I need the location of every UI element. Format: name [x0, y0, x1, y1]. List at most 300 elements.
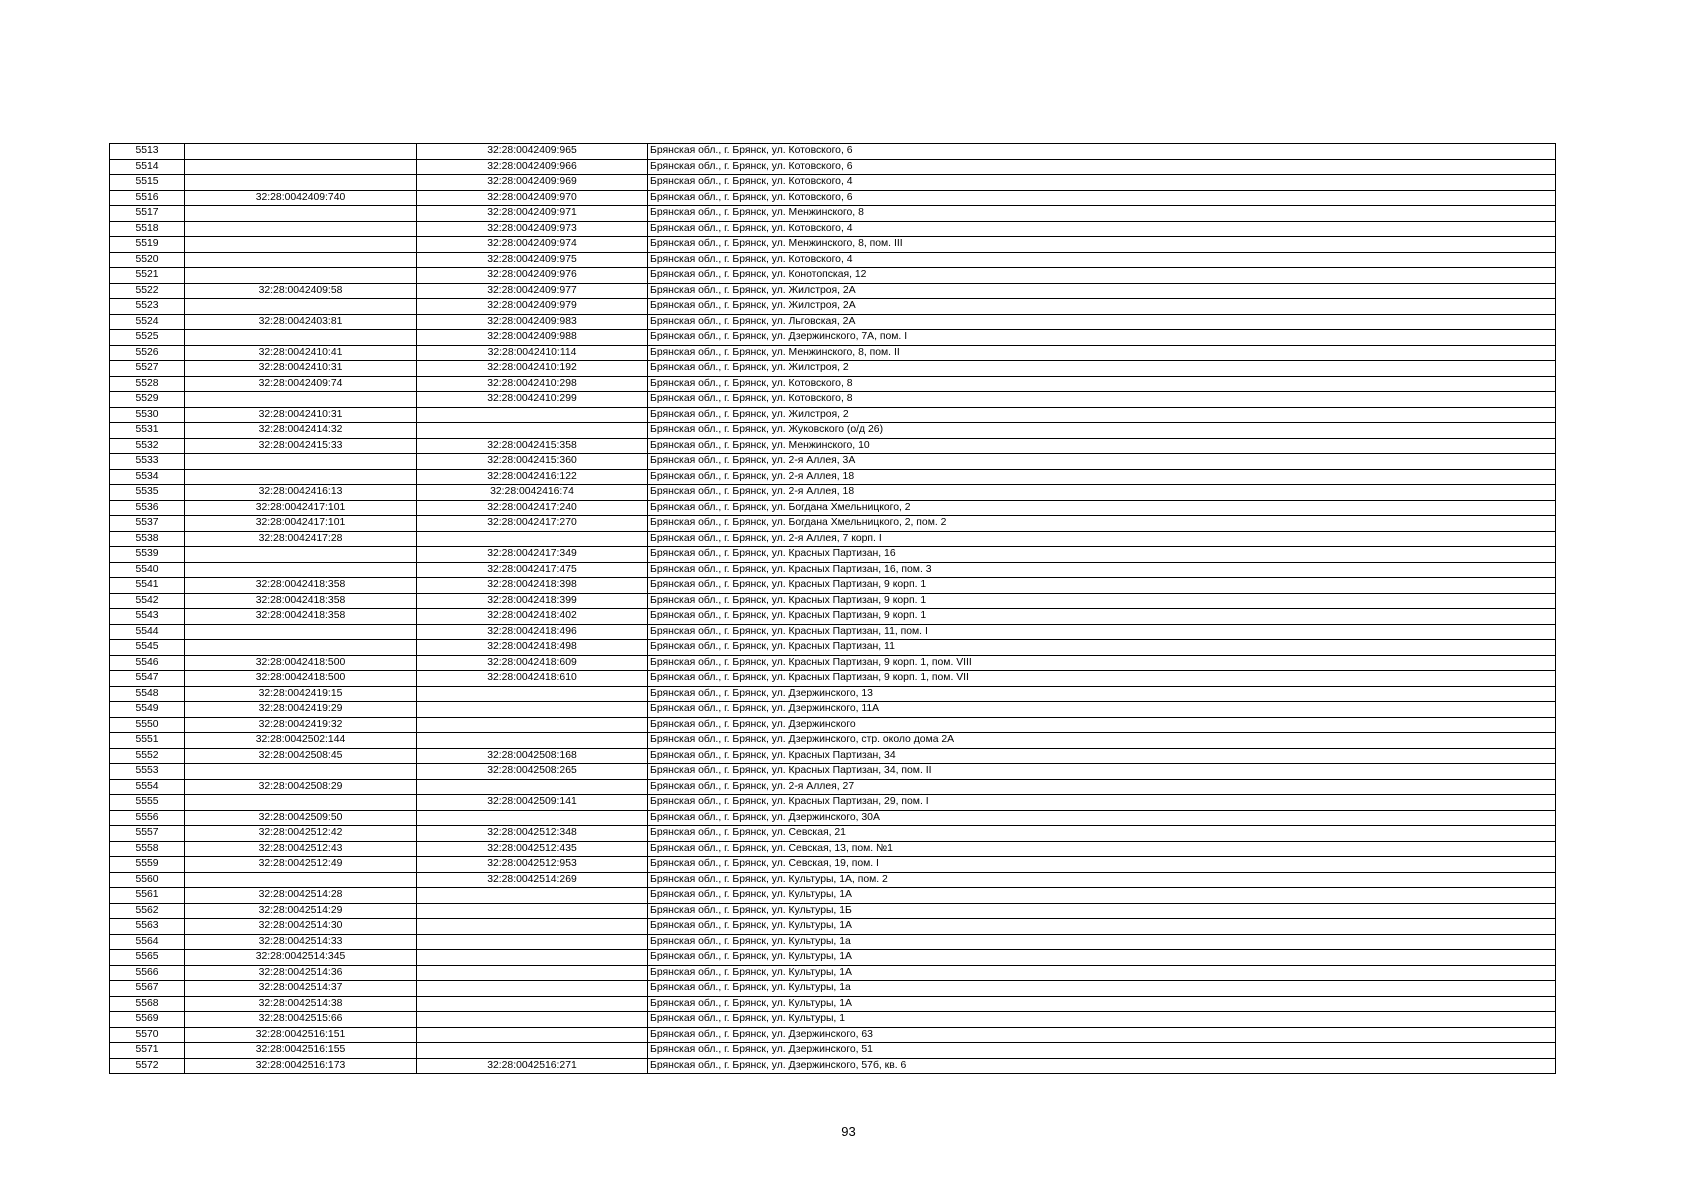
object-cadastral-number-cell: 32:28:0042417:240 [417, 500, 648, 516]
parcel-cadastral-number-cell [185, 764, 417, 780]
row-number-cell: 5566 [110, 965, 185, 981]
parcel-cadastral-number-cell: 32:28:0042508:29 [185, 779, 417, 795]
table-row [110, 1012, 1556, 1028]
table-row [110, 299, 1556, 315]
parcel-cadastral-number-cell [185, 469, 417, 485]
object-cadastral-number-cell: 32:28:0042410:114 [417, 345, 648, 361]
address-cell: Брянская обл., г. Брянск, ул. 2-я Аллея, 18 [648, 485, 1556, 501]
parcel-cadastral-number-cell [185, 640, 417, 656]
row-number-cell: 5544 [110, 624, 185, 640]
table-row [110, 609, 1556, 625]
parcel-cadastral-number-cell [185, 454, 417, 470]
row-number-cell: 5533 [110, 454, 185, 470]
row-number-cell: 5557 [110, 826, 185, 842]
object-cadastral-number-cell: 32:28:0042409:965 [417, 144, 648, 160]
object-cadastral-number-cell [417, 1012, 648, 1028]
parcel-cadastral-number-cell: 32:28:0042514:345 [185, 950, 417, 966]
table-row [110, 872, 1556, 888]
address-cell: Брянская обл., г. Брянск, ул. Котовского, 6 [648, 159, 1556, 175]
parcel-cadastral-number-cell: 32:28:0042514:33 [185, 934, 417, 950]
parcel-cadastral-number-cell: 32:28:0042509:50 [185, 810, 417, 826]
parcel-cadastral-number-cell [185, 392, 417, 408]
address-cell: Брянская обл., г. Брянск, ул. Дзержинского, 7А, пом. I [648, 330, 1556, 346]
table-row [110, 190, 1556, 206]
parcel-cadastral-number-cell [185, 175, 417, 191]
address-cell: Брянская обл., г. Брянск, ул. Красных Партизан, 9 корп. 1, пом. VIII [648, 655, 1556, 671]
object-cadastral-number-cell [417, 779, 648, 795]
parcel-cadastral-number-cell [185, 221, 417, 237]
address-cell: Брянская обл., г. Брянск, ул. Дзержинского, 63 [648, 1027, 1556, 1043]
table-row [110, 345, 1556, 361]
address-cell: Брянская обл., г. Брянск, ул. Котовского, 6 [648, 144, 1556, 160]
object-cadastral-number-cell: 32:28:0042410:298 [417, 376, 648, 392]
table-row [110, 547, 1556, 563]
address-cell: Брянская обл., г. Брянск, ул. Менжинского, 8 [648, 206, 1556, 222]
object-cadastral-number-cell: 32:28:0042418:398 [417, 578, 648, 594]
table-row [110, 578, 1556, 594]
parcel-cadastral-number-cell [185, 237, 417, 253]
address-cell: Брянская обл., г. Брянск, ул. Котовского, 8 [648, 392, 1556, 408]
table-row [110, 206, 1556, 222]
object-cadastral-number-cell: 32:28:0042409:974 [417, 237, 648, 253]
row-number-cell: 5531 [110, 423, 185, 439]
address-cell: Брянская обл., г. Брянск, ул. Менжинского, 8, пом. III [648, 237, 1556, 253]
table-row [110, 888, 1556, 904]
parcel-cadastral-number-cell [185, 795, 417, 811]
row-number-cell: 5522 [110, 283, 185, 299]
object-cadastral-number-cell: 32:28:0042418:610 [417, 671, 648, 687]
parcel-cadastral-number-cell: 32:28:0042415:33 [185, 438, 417, 454]
page-number: 93 [841, 1124, 856, 1139]
row-number-cell: 5567 [110, 981, 185, 997]
table-row [110, 779, 1556, 795]
address-cell: Брянская обл., г. Брянск, ул. Дзержинского, 51 [648, 1043, 1556, 1059]
object-cadastral-number-cell [417, 903, 648, 919]
parcel-cadastral-number-cell: 32:28:0042515:66 [185, 1012, 417, 1028]
parcel-cadastral-number-cell: 32:28:0042516:155 [185, 1043, 417, 1059]
row-number-cell: 5516 [110, 190, 185, 206]
row-number-cell: 5521 [110, 268, 185, 284]
address-cell: Брянская обл., г. Брянск, ул. Красных Партизан, 9 корп. 1 [648, 578, 1556, 594]
object-cadastral-number-cell: 32:28:0042512:953 [417, 857, 648, 873]
address-cell: Брянская обл., г. Брянск, ул. Красных Партизан, 34 [648, 748, 1556, 764]
parcel-cadastral-number-cell: 32:28:0042409:74 [185, 376, 417, 392]
table-row [110, 407, 1556, 423]
row-number-cell: 5547 [110, 671, 185, 687]
table-row [110, 438, 1556, 454]
object-cadastral-number-cell: 32:28:0042409:977 [417, 283, 648, 299]
row-number-cell: 5556 [110, 810, 185, 826]
table-row [110, 903, 1556, 919]
table-row [110, 454, 1556, 470]
address-cell: Брянская обл., г. Брянск, ул. Культуры, 1а [648, 934, 1556, 950]
parcel-cadastral-number-cell: 32:28:0042417:101 [185, 516, 417, 532]
row-number-cell: 5555 [110, 795, 185, 811]
object-cadastral-number-cell: 32:28:0042409:979 [417, 299, 648, 315]
table-row [110, 950, 1556, 966]
row-number-cell: 5561 [110, 888, 185, 904]
row-number-cell: 5562 [110, 903, 185, 919]
address-cell: Брянская обл., г. Брянск, ул. Богдана Хмельницкого, 2, пом. 2 [648, 516, 1556, 532]
table-row [110, 469, 1556, 485]
address-cell: Брянская обл., г. Брянск, ул. Культуры, 1А [648, 919, 1556, 935]
address-cell: Брянская обл., г. Брянск, ул. Дзержинского, стр. около дома 2А [648, 733, 1556, 749]
address-cell: Брянская обл., г. Брянск, ул. Богдана Хмельницкого, 2 [648, 500, 1556, 516]
address-cell: Брянская обл., г. Брянск, ул. Красных Партизан, 9 корп. 1 [648, 593, 1556, 609]
parcel-cadastral-number-cell: 32:28:0042418:500 [185, 655, 417, 671]
object-cadastral-number-cell: 32:28:0042418:496 [417, 624, 648, 640]
object-cadastral-number-cell: 32:28:0042418:399 [417, 593, 648, 609]
object-cadastral-number-cell [417, 810, 648, 826]
row-number-cell: 5551 [110, 733, 185, 749]
address-cell: Брянская обл., г. Брянск, ул. Культуры, 1 [648, 1012, 1556, 1028]
parcel-cadastral-number-cell: 32:28:0042409:740 [185, 190, 417, 206]
row-number-cell: 5541 [110, 578, 185, 594]
table-row [110, 841, 1556, 857]
object-cadastral-number-cell: 32:28:0042508:168 [417, 748, 648, 764]
object-cadastral-number-cell [417, 423, 648, 439]
parcel-cadastral-number-cell: 32:28:0042418:500 [185, 671, 417, 687]
address-cell: Брянская обл., г. Брянск, ул. Красных Партизан, 11, пом. I [648, 624, 1556, 640]
parcel-cadastral-number-cell [185, 252, 417, 268]
table-row [110, 392, 1556, 408]
object-cadastral-number-cell: 32:28:0042416:74 [417, 485, 648, 501]
address-cell: Брянская обл., г. Брянск, ул. Котовского, 4 [648, 252, 1556, 268]
parcel-cadastral-number-cell: 32:28:0042514:30 [185, 919, 417, 935]
row-number-cell: 5519 [110, 237, 185, 253]
parcel-cadastral-number-cell: 32:28:0042512:49 [185, 857, 417, 873]
object-cadastral-number-cell [417, 1043, 648, 1059]
row-number-cell: 5545 [110, 640, 185, 656]
address-cell: Брянская обл., г. Брянск, ул. Севская, 19, пом. I [648, 857, 1556, 873]
object-cadastral-number-cell: 32:28:0042410:299 [417, 392, 648, 408]
row-number-cell: 5572 [110, 1058, 185, 1074]
parcel-cadastral-number-cell: 32:28:0042416:13 [185, 485, 417, 501]
table-row [110, 237, 1556, 253]
table-row [110, 221, 1556, 237]
address-cell: Брянская обл., г. Брянск, ул. Красных Партизан, 29, пом. I [648, 795, 1556, 811]
address-cell: Брянская обл., г. Брянск, ул. Котовского, 6 [648, 190, 1556, 206]
table-row [110, 965, 1556, 981]
row-number-cell: 5554 [110, 779, 185, 795]
parcel-cadastral-number-cell: 32:28:0042417:28 [185, 531, 417, 547]
row-number-cell: 5535 [110, 485, 185, 501]
address-cell: Брянская обл., г. Брянск, ул. Дзержинского, 30А [648, 810, 1556, 826]
parcel-cadastral-number-cell: 32:28:0042514:29 [185, 903, 417, 919]
row-number-cell: 5565 [110, 950, 185, 966]
row-number-cell: 5543 [110, 609, 185, 625]
object-cadastral-number-cell: 32:28:0042508:265 [417, 764, 648, 780]
row-number-cell: 5515 [110, 175, 185, 191]
row-number-cell: 5538 [110, 531, 185, 547]
table-row [110, 748, 1556, 764]
object-cadastral-number-cell: 32:28:0042418:609 [417, 655, 648, 671]
object-cadastral-number-cell [417, 996, 648, 1012]
address-cell: Брянская обл., г. Брянск, ул. Культуры, 1а [648, 981, 1556, 997]
row-number-cell: 5518 [110, 221, 185, 237]
address-cell: Брянская обл., г. Брянск, ул. Дзержинского, 13 [648, 686, 1556, 702]
object-cadastral-number-cell: 32:28:0042417:475 [417, 562, 648, 578]
parcel-cadastral-number-cell: 32:28:0042418:358 [185, 593, 417, 609]
table-row [110, 810, 1556, 826]
object-cadastral-number-cell [417, 919, 648, 935]
address-cell: Брянская обл., г. Брянск, ул. Дзержинского, 57б, кв. 6 [648, 1058, 1556, 1074]
object-cadastral-number-cell [417, 531, 648, 547]
address-cell: Брянская обл., г. Брянск, ул. Жилстроя, 2 [648, 407, 1556, 423]
address-cell: Брянская обл., г. Брянск, ул. Жилстроя, 2А [648, 299, 1556, 315]
address-cell: Брянская обл., г. Брянск, ул. 2-я Аллея, 7 корп. I [648, 531, 1556, 547]
row-number-cell: 5532 [110, 438, 185, 454]
table-row [110, 562, 1556, 578]
table-row [110, 144, 1556, 160]
row-number-cell: 5564 [110, 934, 185, 950]
parcel-cadastral-number-cell: 32:28:0042409:58 [185, 283, 417, 299]
table-row [110, 175, 1556, 191]
row-number-cell: 5530 [110, 407, 185, 423]
table-row [110, 485, 1556, 501]
table-row [110, 733, 1556, 749]
parcel-cadastral-number-cell [185, 268, 417, 284]
parcel-cadastral-number-cell: 32:28:0042410:31 [185, 407, 417, 423]
table-row [110, 981, 1556, 997]
parcel-cadastral-number-cell: 32:28:0042417:101 [185, 500, 417, 516]
parcel-cadastral-number-cell [185, 330, 417, 346]
table-row [110, 826, 1556, 842]
row-number-cell: 5552 [110, 748, 185, 764]
table-row [110, 283, 1556, 299]
address-cell: Брянская обл., г. Брянск, ул. Культуры, 1А [648, 888, 1556, 904]
table-row [110, 671, 1556, 687]
row-number-cell: 5571 [110, 1043, 185, 1059]
object-cadastral-number-cell [417, 1027, 648, 1043]
registry-table-body [110, 144, 1556, 1074]
row-number-cell: 5517 [110, 206, 185, 222]
row-number-cell: 5542 [110, 593, 185, 609]
table-row [110, 361, 1556, 377]
table-row [110, 686, 1556, 702]
row-number-cell: 5536 [110, 500, 185, 516]
object-cadastral-number-cell: 32:28:0042415:358 [417, 438, 648, 454]
table-row [110, 330, 1556, 346]
parcel-cadastral-number-cell [185, 562, 417, 578]
address-cell: Брянская обл., г. Брянск, ул. Культуры, 1А, пом. 2 [648, 872, 1556, 888]
table-row [110, 1043, 1556, 1059]
row-number-cell: 5537 [110, 516, 185, 532]
parcel-cadastral-number-cell: 32:28:0042418:358 [185, 578, 417, 594]
object-cadastral-number-cell: 32:28:0042409:970 [417, 190, 648, 206]
parcel-cadastral-number-cell: 32:28:0042514:38 [185, 996, 417, 1012]
table-row [110, 500, 1556, 516]
object-cadastral-number-cell: 32:28:0042514:269 [417, 872, 648, 888]
table-row [110, 531, 1556, 547]
object-cadastral-number-cell: 32:28:0042512:348 [417, 826, 648, 842]
parcel-cadastral-number-cell: 32:28:0042414:32 [185, 423, 417, 439]
parcel-cadastral-number-cell: 32:28:0042403:81 [185, 314, 417, 330]
parcel-cadastral-number-cell [185, 299, 417, 315]
table-row [110, 1058, 1556, 1074]
address-cell: Брянская обл., г. Брянск, ул. Котовского, 8 [648, 376, 1556, 392]
address-cell: Брянская обл., г. Брянск, ул. Менжинского, 8, пом. II [648, 345, 1556, 361]
row-number-cell: 5549 [110, 702, 185, 718]
object-cadastral-number-cell: 32:28:0042417:349 [417, 547, 648, 563]
registry-table [109, 143, 1556, 1074]
object-cadastral-number-cell [417, 888, 648, 904]
address-cell: Брянская обл., г. Брянск, ул. Красных Партизан, 9 корп. 1 [648, 609, 1556, 625]
object-cadastral-number-cell: 32:28:0042416:122 [417, 469, 648, 485]
address-cell: Брянская обл., г. Брянск, ул. 2-я Аллея, 27 [648, 779, 1556, 795]
row-number-cell: 5568 [110, 996, 185, 1012]
address-cell: Брянская обл., г. Брянск, ул. Культуры, 1Б [648, 903, 1556, 919]
object-cadastral-number-cell: 32:28:0042418:498 [417, 640, 648, 656]
row-number-cell: 5558 [110, 841, 185, 857]
parcel-cadastral-number-cell [185, 624, 417, 640]
address-cell: Брянская обл., г. Брянск, ул. Красных Партизан, 9 корп. 1, пом. VII [648, 671, 1556, 687]
row-number-cell: 5540 [110, 562, 185, 578]
object-cadastral-number-cell: 32:28:0042516:271 [417, 1058, 648, 1074]
object-cadastral-number-cell [417, 686, 648, 702]
address-cell: Брянская обл., г. Брянск, ул. Льговская, 2А [648, 314, 1556, 330]
row-number-cell: 5560 [110, 872, 185, 888]
parcel-cadastral-number-cell [185, 144, 417, 160]
address-cell: Брянская обл., г. Брянск, ул. Дзержинского [648, 717, 1556, 733]
object-cadastral-number-cell: 32:28:0042409:975 [417, 252, 648, 268]
object-cadastral-number-cell: 32:28:0042409:973 [417, 221, 648, 237]
row-number-cell: 5528 [110, 376, 185, 392]
address-cell: Брянская обл., г. Брянск, ул. Культуры, 1А [648, 950, 1556, 966]
address-cell: Брянская обл., г. Брянск, ул. Культуры, 1А [648, 965, 1556, 981]
object-cadastral-number-cell: 32:28:0042409:988 [417, 330, 648, 346]
row-number-cell: 5553 [110, 764, 185, 780]
parcel-cadastral-number-cell [185, 872, 417, 888]
table-row [110, 717, 1556, 733]
parcel-cadastral-number-cell: 32:28:0042419:15 [185, 686, 417, 702]
parcel-cadastral-number-cell [185, 159, 417, 175]
object-cadastral-number-cell [417, 965, 648, 981]
object-cadastral-number-cell: 32:28:0042417:270 [417, 516, 648, 532]
table-row [110, 919, 1556, 935]
table-row [110, 376, 1556, 392]
row-number-cell: 5514 [110, 159, 185, 175]
table-row [110, 857, 1556, 873]
object-cadastral-number-cell [417, 702, 648, 718]
address-cell: Брянская обл., г. Брянск, ул. Красных Партизан, 16, пом. 3 [648, 562, 1556, 578]
address-cell: Брянская обл., г. Брянск, ул. Жилстроя, 2А [648, 283, 1556, 299]
object-cadastral-number-cell: 32:28:0042409:966 [417, 159, 648, 175]
object-cadastral-number-cell: 32:28:0042512:435 [417, 841, 648, 857]
table-row [110, 996, 1556, 1012]
parcel-cadastral-number-cell: 32:28:0042419:32 [185, 717, 417, 733]
object-cadastral-number-cell: 32:28:0042509:141 [417, 795, 648, 811]
parcel-cadastral-number-cell: 32:28:0042502:144 [185, 733, 417, 749]
table-row [110, 314, 1556, 330]
parcel-cadastral-number-cell [185, 547, 417, 563]
row-number-cell: 5570 [110, 1027, 185, 1043]
address-cell: Брянская обл., г. Брянск, ул. Конотопская, 12 [648, 268, 1556, 284]
object-cadastral-number-cell: 32:28:0042409:969 [417, 175, 648, 191]
row-number-cell: 5546 [110, 655, 185, 671]
row-number-cell: 5563 [110, 919, 185, 935]
table-row [110, 640, 1556, 656]
address-cell: Брянская обл., г. Брянск, ул. Жилстроя, 2 [648, 361, 1556, 377]
address-cell: Брянская обл., г. Брянск, ул. Красных Партизан, 11 [648, 640, 1556, 656]
row-number-cell: 5524 [110, 314, 185, 330]
address-cell: Брянская обл., г. Брянск, ул. Дзержинского, 11А [648, 702, 1556, 718]
object-cadastral-number-cell: 32:28:0042409:976 [417, 268, 648, 284]
row-number-cell: 5539 [110, 547, 185, 563]
table-row [110, 655, 1556, 671]
address-cell: Брянская обл., г. Брянск, ул. Красных Партизан, 16 [648, 547, 1556, 563]
table-row [110, 702, 1556, 718]
object-cadastral-number-cell: 32:28:0042418:402 [417, 609, 648, 625]
object-cadastral-number-cell [417, 407, 648, 423]
address-cell: Брянская обл., г. Брянск, ул. Красных Партизан, 34, пом. II [648, 764, 1556, 780]
object-cadastral-number-cell: 32:28:0042410:192 [417, 361, 648, 377]
table-row [110, 593, 1556, 609]
address-cell: Брянская обл., г. Брянск, ул. 2-я Аллея, 18 [648, 469, 1556, 485]
table-row [110, 624, 1556, 640]
address-cell: Брянская обл., г. Брянск, ул. 2-я Аллея, 3А [648, 454, 1556, 470]
parcel-cadastral-number-cell: 32:28:0042514:37 [185, 981, 417, 997]
row-number-cell: 5559 [110, 857, 185, 873]
row-number-cell: 5550 [110, 717, 185, 733]
parcel-cadastral-number-cell: 32:28:0042516:151 [185, 1027, 417, 1043]
parcel-cadastral-number-cell: 32:28:0042419:29 [185, 702, 417, 718]
row-number-cell: 5548 [110, 686, 185, 702]
table-row [110, 268, 1556, 284]
table-row [110, 159, 1556, 175]
address-cell: Брянская обл., г. Брянск, ул. Котовского, 4 [648, 175, 1556, 191]
parcel-cadastral-number-cell [185, 206, 417, 222]
row-number-cell: 5513 [110, 144, 185, 160]
object-cadastral-number-cell [417, 717, 648, 733]
address-cell: Брянская обл., г. Брянск, ул. Менжинского, 10 [648, 438, 1556, 454]
row-number-cell: 5526 [110, 345, 185, 361]
row-number-cell: 5534 [110, 469, 185, 485]
table-row [110, 423, 1556, 439]
table-row [110, 252, 1556, 268]
row-number-cell: 5527 [110, 361, 185, 377]
parcel-cadastral-number-cell: 32:28:0042516:173 [185, 1058, 417, 1074]
row-number-cell: 5520 [110, 252, 185, 268]
table-row [110, 1027, 1556, 1043]
object-cadastral-number-cell [417, 950, 648, 966]
address-cell: Брянская обл., г. Брянск, ул. Севская, 21 [648, 826, 1556, 842]
table-row [110, 795, 1556, 811]
parcel-cadastral-number-cell: 32:28:0042418:358 [185, 609, 417, 625]
row-number-cell: 5523 [110, 299, 185, 315]
table-row [110, 764, 1556, 780]
object-cadastral-number-cell [417, 934, 648, 950]
row-number-cell: 5525 [110, 330, 185, 346]
parcel-cadastral-number-cell: 32:28:0042512:43 [185, 841, 417, 857]
object-cadastral-number-cell: 32:28:0042409:971 [417, 206, 648, 222]
address-cell: Брянская обл., г. Брянск, ул. Котовского, 4 [648, 221, 1556, 237]
parcel-cadastral-number-cell: 32:28:0042410:41 [185, 345, 417, 361]
row-number-cell: 5529 [110, 392, 185, 408]
parcel-cadastral-number-cell: 32:28:0042514:36 [185, 965, 417, 981]
address-cell: Брянская обл., г. Брянск, ул. Севская, 13, пом. №1 [648, 841, 1556, 857]
object-cadastral-number-cell: 32:28:0042415:360 [417, 454, 648, 470]
address-cell: Брянская обл., г. Брянск, ул. Культуры, 1А [648, 996, 1556, 1012]
object-cadastral-number-cell [417, 733, 648, 749]
table-row [110, 934, 1556, 950]
row-number-cell: 5569 [110, 1012, 185, 1028]
object-cadastral-number-cell [417, 981, 648, 997]
table-row [110, 516, 1556, 532]
parcel-cadastral-number-cell: 32:28:0042508:45 [185, 748, 417, 764]
parcel-cadastral-number-cell: 32:28:0042512:42 [185, 826, 417, 842]
object-cadastral-number-cell: 32:28:0042409:983 [417, 314, 648, 330]
